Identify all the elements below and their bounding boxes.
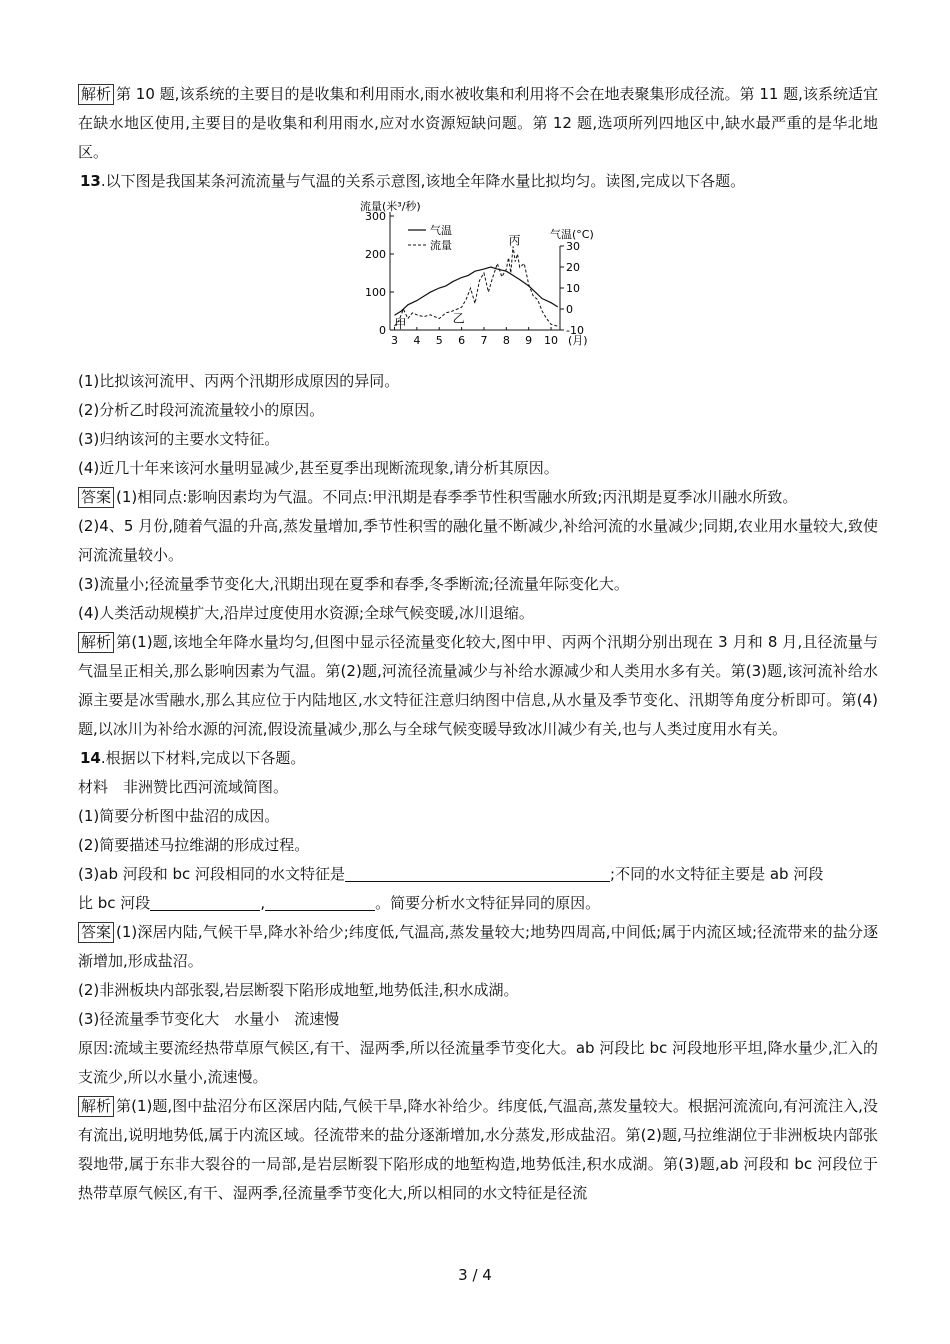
- q13-sub-3: (3)归纳该河的主要水文特征。: [78, 430, 280, 448]
- q14-answer-4: 原因:流域主要流经热带草原气候区,有干、湿两季,所以径流量季节变化大。ab 河段比 bc 河段地形平坦,降水量少,汇入的支流少,所以水量小,流速慢。: [78, 1039, 878, 1086]
- q13-sub-2: (2)分析乙时段河流流量较小的原因。: [78, 401, 325, 419]
- analysis-tag: 解析: [78, 84, 114, 105]
- q14-sub-1: (1)简要分析图中盐沼的成因。: [78, 807, 280, 825]
- q14-number: 14: [80, 749, 101, 767]
- q13-sub-1: (1)比拟该河流甲、丙两个汛期形成原因的异同。: [78, 372, 400, 390]
- q14-sub-3-text-b: ;不同的水文特征主要是 ab 河段: [610, 865, 824, 883]
- y-tick-label: 0: [379, 324, 386, 337]
- page-content: [78, 80, 878, 1208]
- x-tick-label: 10: [544, 334, 559, 347]
- q14-answer-1: [78, 918, 878, 976]
- q14-sub-3-text-c: 比 bc 河段: [78, 894, 151, 912]
- x-tick-label: 8: [502, 334, 510, 347]
- x-tick-label: 4: [413, 334, 421, 347]
- q13-analysis-text: 第(1)题,该地全年降水量均匀,但图中显示径流量变化较大,图中甲、丙两个汛期分别出现在 3 月和 8 月,且径流量与气温呈正相关,那么影响因素为气温。第(2)题,河流径流量减少与补给水源减少和人类用水多有关。第(3)题,该河流补给水源主要是冰雪融水,那么其应位于内陆地区,水文特征注意归纳图中信息,从水量及季节变化、汛期等角度分析即可。第(4)题,以冰川为补给水源的河流,假设流量减少,那么与全球气候变暖导致冰川减少有关,也与人类过度用水有关。: [78, 633, 878, 738]
- q13-number: 13: [80, 172, 101, 190]
- answer-blank-2[interactable]: [150, 894, 260, 911]
- series-line-flow: [394, 246, 557, 326]
- x-axis-label: (月): [568, 334, 588, 347]
- q13-answer-3: (3)流量小;径流量季节变化大,汛期出现在夏季和春季,冬季断流;径流量年际变化大。: [78, 575, 629, 593]
- q14-sub-3-comma: ,: [260, 894, 266, 912]
- x-tick-label: 5: [435, 334, 443, 347]
- y2-axis-label: 气温(°C): [550, 228, 594, 241]
- q14-stem: [78, 744, 878, 773]
- y2-tick-label: 10: [566, 282, 580, 295]
- q12-analysis: [78, 80, 878, 167]
- q13-answer-2: (2)4、5 月份,随着气温的升高,蒸发量增加,季节性积雪的融化量不断减少,补给河流的水量减少;同期,农业用水量较大,致使河流流量较小。: [78, 517, 878, 564]
- x-tick-label: 3: [390, 334, 398, 347]
- legend-label-flow: 流量: [430, 239, 452, 252]
- q14-sub-2: (2)简要描述马拉维湖的形成过程。: [78, 836, 310, 854]
- y-tick-label: 100: [365, 286, 386, 299]
- q14-answer-3: (3)径流量季节变化大 水量小 流速慢: [78, 1010, 340, 1028]
- page-number: 3 / 4: [458, 1266, 492, 1284]
- annotation-2: 乙: [452, 311, 465, 326]
- q14-material: 材料 非洲赞比西河流域简图。: [78, 778, 289, 796]
- q13-answer-1: [78, 483, 878, 512]
- answer-tag: 答案: [78, 487, 114, 508]
- q14-analysis-text: 第(1)题,图中盐沼分布区深居内陆,气候干旱,降水补给少。纬度低,气温高,蒸发量较大。根据河流流向,有河流注入,没有流出,说明地势低,属于内流区域。径流带来的盐分逐渐增加,水分蒸发,形成盐沼。第(2)题,马拉维湖位于非洲板块内部张裂地带,属于东非大裂谷的一局部,是岩层断裂下陷形成的地堑构造,地势低洼,积水成湖。第(3)题,ab 河段和 bc 河段位于热带草原气候区,有干、湿两季,径流量季节变化大,所以相同的水文特征是径流: [78, 1097, 878, 1202]
- y-axis-label: 流量(米³/秒): [360, 200, 421, 213]
- y2-tick-label: -10: [566, 324, 584, 337]
- q13-answer-1-text: (1)相同点:影响因素均为气温。不同点:甲汛期是春季季节性积雪融水所致;丙汛期是夏季冰川融水所致。: [116, 488, 798, 506]
- q14-analysis: [78, 1092, 878, 1208]
- q13-sub-4: (4)近几十年来该河水量明显减少,甚至夏季出现断流现象,请分析其原因。: [78, 459, 559, 477]
- y2-tick-label: 20: [566, 261, 580, 274]
- q14-answer-1-text: (1)深居内陆,气候干旱,降水补给少;纬度低,气温高,蒸发量较大;地势四周高,中间低;属于内流区域;径流带来的盐分逐渐增加,形成盐沼。: [78, 923, 878, 970]
- q14-stem-text: .根据以下材料,完成以下各题。: [100, 749, 306, 767]
- answer-tag: 答案: [78, 922, 114, 943]
- analysis-tag: 解析: [78, 1096, 114, 1117]
- x-tick-label: 6: [458, 334, 466, 347]
- x-tick-label: 7: [480, 334, 488, 347]
- chart-svg: [358, 198, 688, 360]
- q14-sub-3-line2: [78, 889, 878, 918]
- q14-sub-3-line1: [78, 860, 878, 889]
- y2-tick-label: 0: [566, 303, 573, 316]
- legend-label-temperature: 气温: [430, 224, 452, 237]
- flow-temperature-chart: [78, 198, 878, 363]
- q12-analysis-text: 第 10 题,该系统的主要目的是收集和利用雨水,雨水被收集和利用将不会在地表聚集形成径流。第 11 题,该系统适宜在缺水地区使用,主要目的是收集和利用雨水,应对水资源短缺问题。第 12 题,选项所列四地区中,缺水最严重的是华北地区。: [78, 85, 878, 161]
- x-tick-label: 9: [525, 334, 533, 347]
- q14-answer-2: (2)非洲板块内部张裂,岩层断裂下陷形成地堑,地势低洼,积水成湖。: [78, 981, 519, 999]
- answer-blank-1[interactable]: [345, 865, 610, 882]
- y-tick-label: 200: [365, 248, 386, 261]
- y-tick-label: 300: [365, 210, 386, 223]
- q13-stem: [78, 167, 878, 196]
- q14-sub-3-text-d: 。简要分析水文特征异同的原因。: [375, 894, 601, 912]
- q14-sub-3-text-a: (3)ab 河段和 bc 河段相同的水文特征是: [78, 865, 346, 883]
- answer-blank-3[interactable]: [265, 894, 375, 911]
- series-line-temperature: [394, 267, 557, 315]
- annotation-1: 甲: [394, 317, 407, 332]
- analysis-tag: 解析: [78, 632, 114, 653]
- q13-analysis: [78, 628, 878, 744]
- y2-tick-label: 30: [566, 240, 580, 253]
- q13-stem-text: .以下图是我国某条河流流量与气温的关系示意图,该地全年降水量比拟均匀。读图,完成以下各题。: [100, 172, 746, 190]
- annotation-3: 丙: [508, 233, 521, 248]
- q13-answer-4: (4)人类活动规模扩大,沿岸过度使用水资源;全球气候变暖,冰川退缩。: [78, 604, 534, 622]
